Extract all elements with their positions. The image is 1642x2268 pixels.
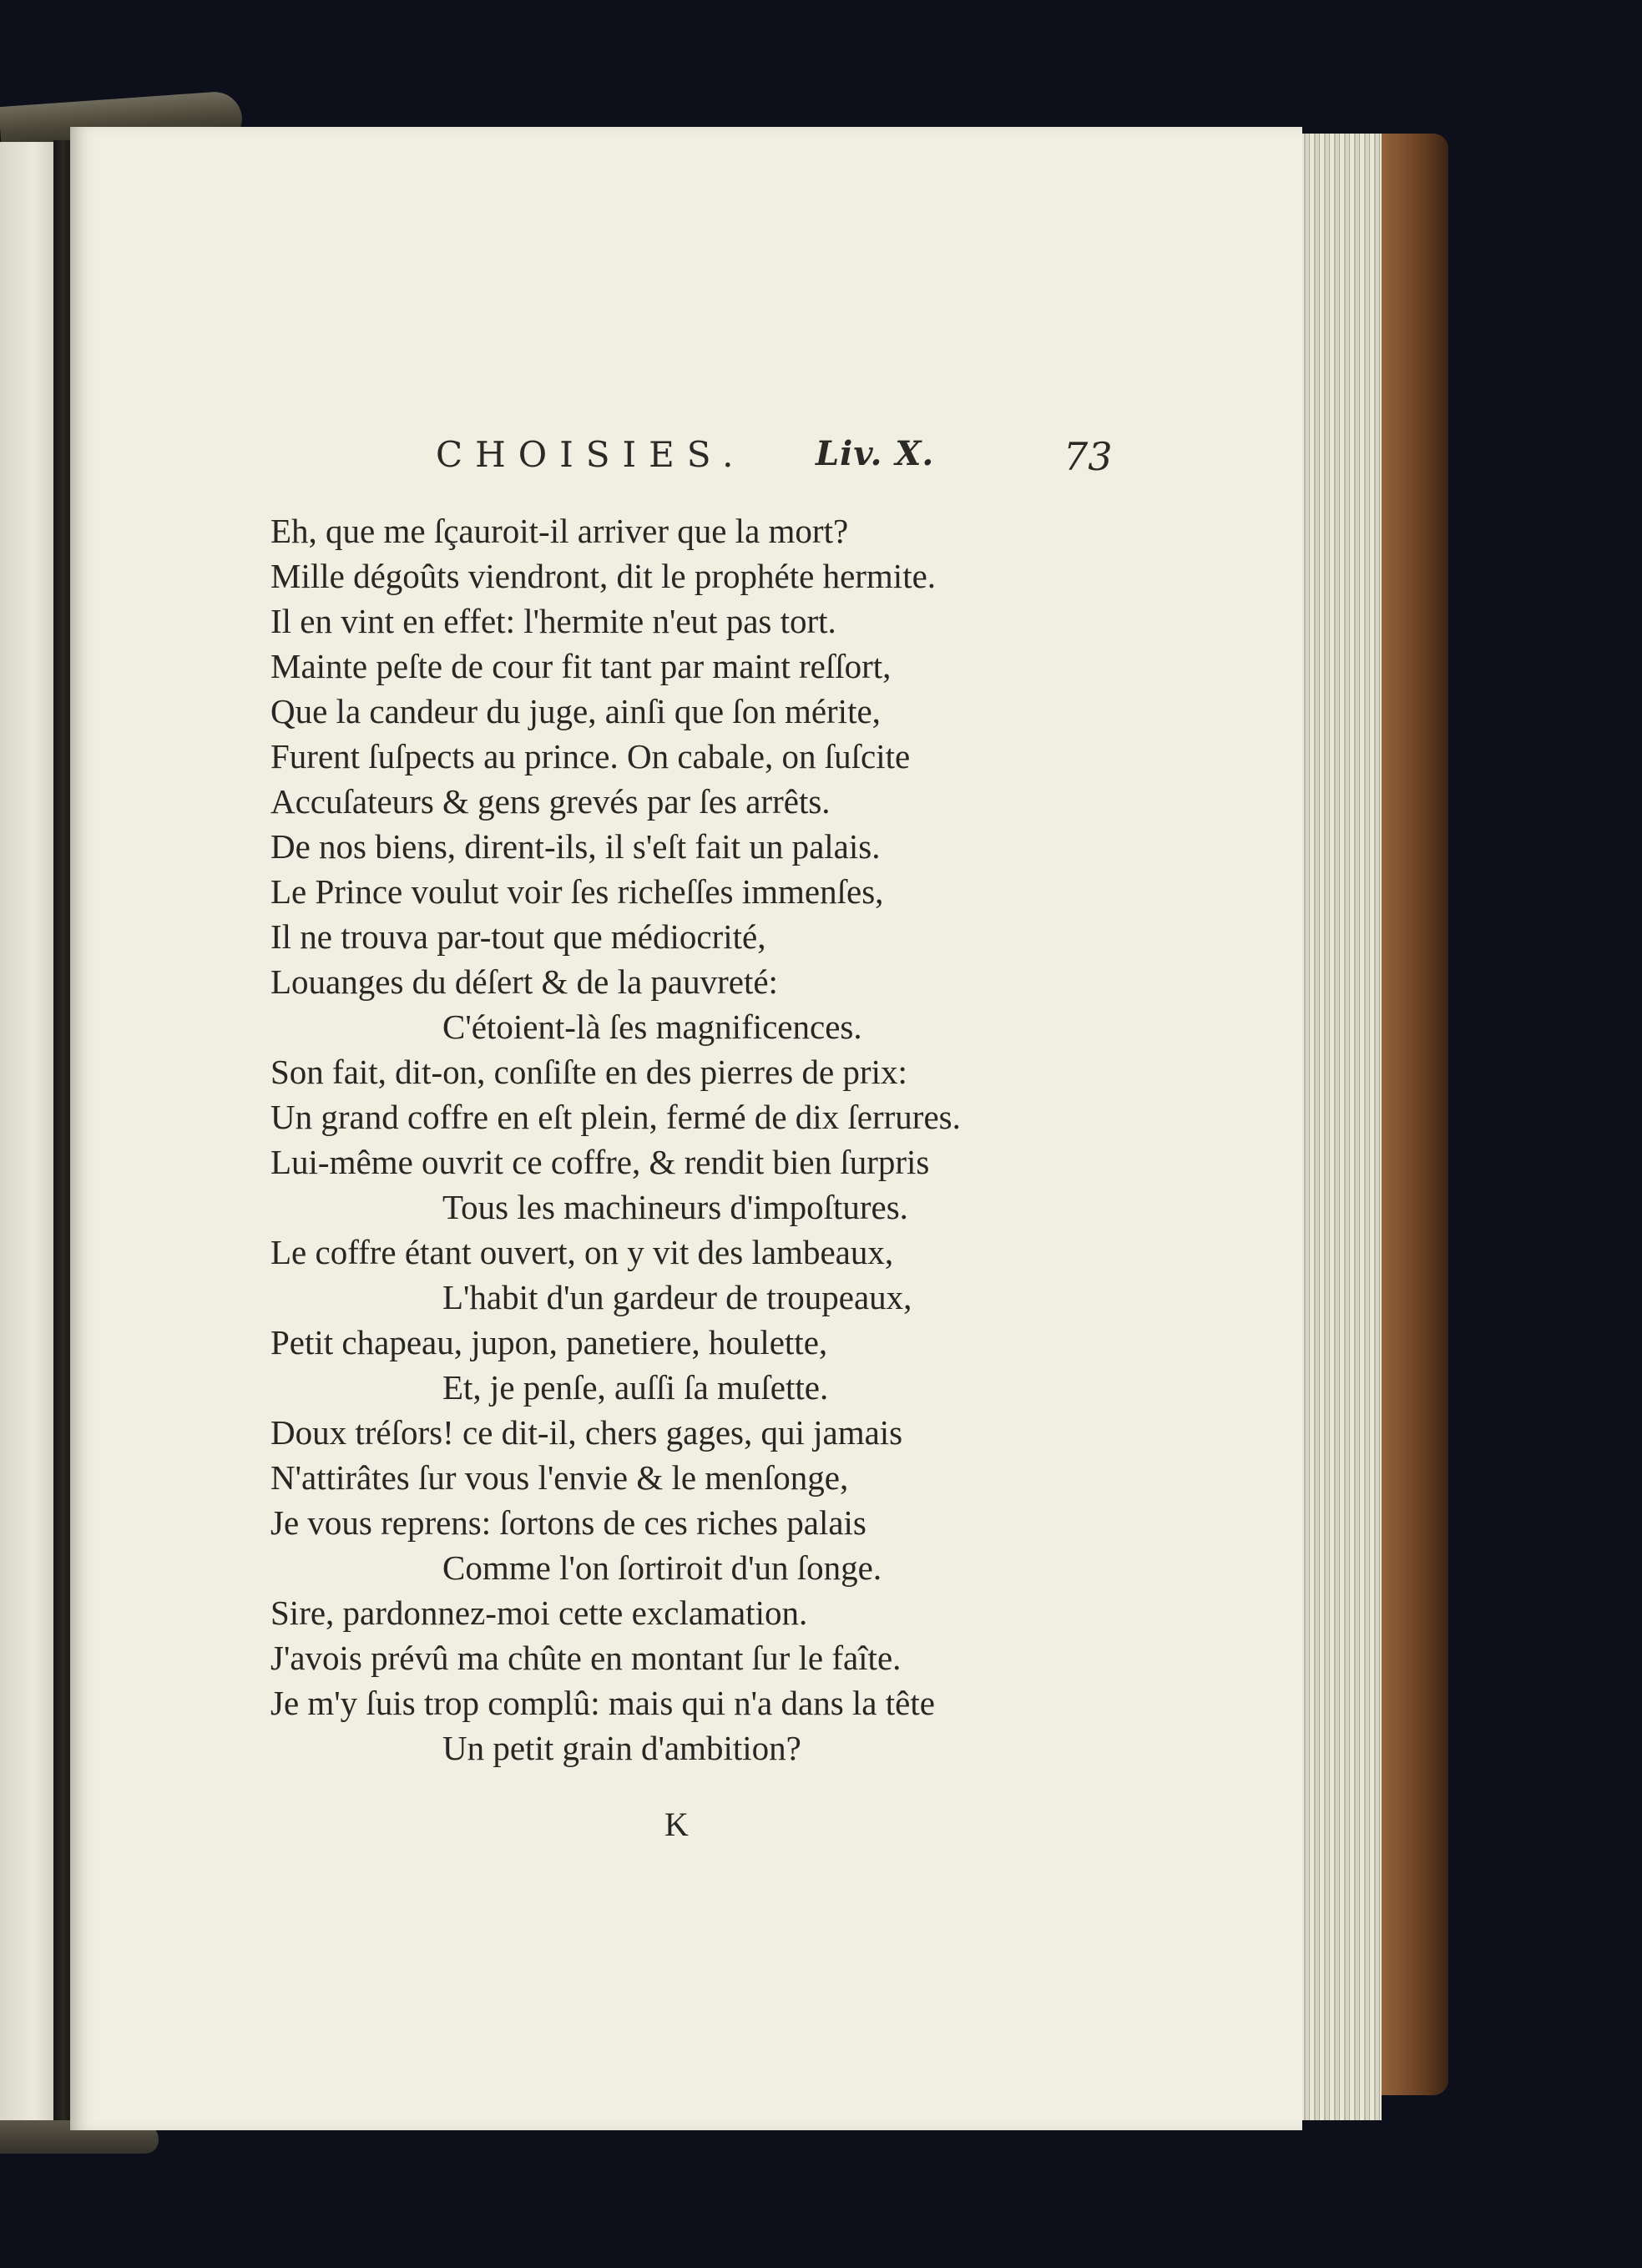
running-book-number: Liv. X.	[816, 434, 935, 473]
verse-line: Doux tréſors! ce dit-il, chers gages, qui jamais	[270, 1413, 903, 1452]
book-page	[70, 127, 1302, 2130]
running-title: CHOISIES.	[436, 434, 746, 475]
verse-line: Son fait, dit-on, conſiſte en des pierres de prix:	[270, 1053, 907, 1091]
verse-line: L'habit d'un gardeur de troupeaux,	[442, 1278, 912, 1316]
verse-line: Comme l'on ſortiroit d'un ſonge.	[442, 1548, 882, 1587]
verse-line: Sire, pardonnez-moi cette exclamation.	[270, 1594, 808, 1632]
verse-line: J'avois prévû ma chûte en montant ſur le faîte.	[270, 1639, 902, 1677]
verse-line: Il ne trouva par-tout que médiocrité,	[270, 917, 766, 956]
verse-line: Furent ſuſpects au prince. On cabale, on ſuſcite	[270, 737, 911, 775]
verse-line: Lui-même ouvrit ce coffre, & rendit bien ſurpris	[270, 1143, 930, 1181]
verse-line: Le Prince voulut voir ſes richeſſes immenſes,	[270, 872, 884, 911]
verse-line: Petit chapeau, jupon, panetiere, houlette,	[270, 1323, 828, 1361]
verse-line: Il en vint en effet: l'hermite n'eut pas tort.	[270, 602, 836, 640]
page-number: 73	[1064, 434, 1113, 479]
verse-line: C'étoient-là ſes magnificences.	[442, 1008, 862, 1046]
verse-line: Eh, que me ſçauroit-il arriver que la mort?	[270, 512, 849, 550]
verse-line: Mille dégoûts viendront, dit le prophéte hermite.	[270, 557, 937, 595]
verse-line: Je vous reprens: ſortons de ces riches palais	[270, 1503, 866, 1542]
verse-line: Mainte peſte de cour fit tant par maint reſſort,	[270, 647, 892, 685]
verse-line: De nos biens, dirent-ils, il s'eſt fait un palais.	[270, 827, 881, 866]
left-page-edge	[0, 142, 57, 2129]
verse-line: Je m'y ſuis trop complû: mais qui n'a dans la tête	[270, 1684, 935, 1722]
verse-line: Accuſateurs & gens grevés par ſes arrêts.	[270, 782, 831, 821]
verse-line: Un petit grain d'ambition?	[442, 1729, 801, 1767]
page-fore-edge	[1290, 134, 1382, 2120]
verse-line: Tous les machineurs d'impoſtures.	[442, 1188, 908, 1226]
verse-line: Louanges du déſert & de la pauvreté:	[270, 962, 778, 1001]
page-text	[70, 127, 1302, 2130]
book-gutter	[53, 140, 72, 2135]
verse-line: Le coffre étant ouvert, on y vit des lambeaux,	[270, 1233, 894, 1271]
verse-line: N'attirâtes ſur vous l'envie & le menſonge,	[270, 1458, 849, 1497]
verse-line: Et, je penſe, auſſi ſa muſette.	[442, 1368, 829, 1407]
verse-line: Que la candeur du juge, ainſi que ſon mérite,	[270, 692, 881, 730]
verse-line: Un grand coffre en eſt plein, fermé de dix ſerrures.	[270, 1098, 961, 1136]
catchword: K	[664, 1806, 689, 1843]
